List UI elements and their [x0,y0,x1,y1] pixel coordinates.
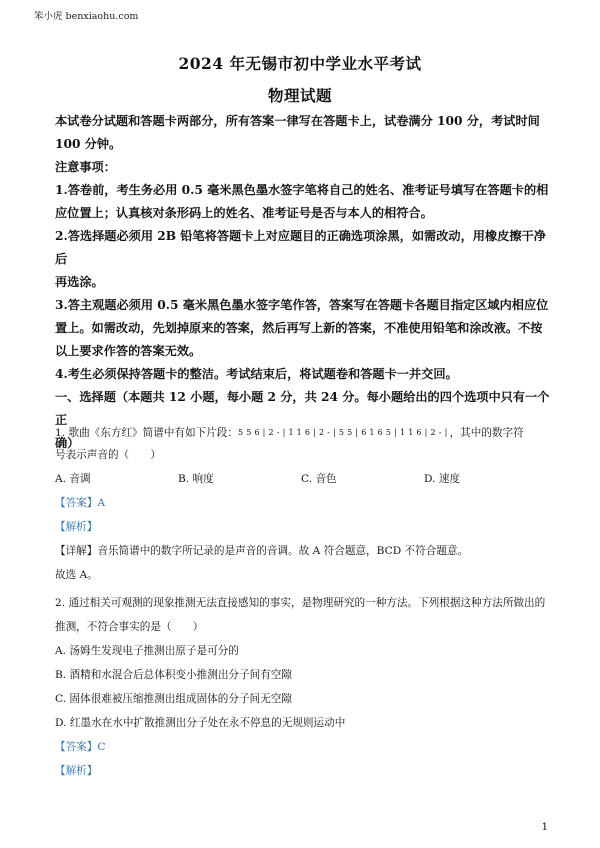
site-header: 笨小虎 benxiaohu.com [34,11,139,22]
notes-heading: 注意事项： [55,160,116,174]
analysis-tag: 【解析】 [55,521,98,533]
intro-line: 100 分钟。 [55,137,122,151]
option-c: C. 固体很难被压缩推测出组成固体的分子间无空隙 [55,693,292,705]
exam-title: 2024 年无锡市初中学业水平考试 [178,54,422,73]
question-1-stem-line2: 号表示声音的（ ） [55,449,161,461]
analysis-tag: 【解析】 [55,765,98,777]
note-line: 置上。如需改动，先划掉原来的答案，然后再写上新的答案，不准使用铅笔和涂改液。不按 [55,321,543,335]
answer-tag: 【答案】C [55,741,106,753]
question-2-stem-line2: 推测，不符合事实的是（ ） [55,621,204,633]
numbered-music-score: 5 5 6 | 2 - | 1 1 6 | 2 - | 5 5 | 6 1 6 5 | 1 1 6 | 2 - | [237,428,448,437]
option-b: B. 酒精和水混合后总体积变小推测出分子间有空隙 [55,669,292,681]
conclusion: 故选 A。 [55,569,98,581]
question-1-stem-prefix: 1. 歌曲《东方红》简谱中有如下片段： [55,427,238,439]
exam-subtitle: 物理试题 [267,86,332,105]
question-1 [55,422,550,586]
section-heading: 确） [55,436,80,450]
option-b: B. 响度 [178,473,214,485]
section-heading: 一、选择题（本题共 12 小题，每小题 2 分，共 24 分。每小题给出的四个选项中只有一个正 [55,390,550,427]
note-line: 再选涂。 [55,275,104,289]
instructions [55,110,550,455]
question-2 [55,592,550,782]
detail-explanation: 【详解】音乐简谱中的数字所记录的是声音的音调。故 A 符合题意，BCD 不符合题意。 [55,545,469,557]
note-line: 1.答卷前，考生务必用 0.5 毫米黑色墨水签字笔将自己的姓名、准考证号填写在答题卡的相 [55,183,549,197]
intro-line: 本试卷分试题和答题卡两部分，所有答案一律写在答题卡上，试卷满分 100 分，考试时间 [55,114,540,128]
answer-tag: 【答案】A [55,497,106,509]
question-1-stem-suffix: ，其中的数字符 [449,427,524,439]
note-line: 应位置上；认真核对条形码上的姓名、准考证号是否与本人的相符合。 [55,206,433,220]
option-d: D. 速度 [424,473,461,485]
note-line: 2.答选择题必须用 2B 铅笔将答题卡上对应题目的正确选项涂黑，如需改动，用橡皮擦干净后 [55,229,546,266]
page-number: 1 [541,822,548,833]
question-2-stem: 2. 通过相关可观测的现象推测无法直接感知的事实，是物理研究的一种方法。下列根据这种方法所做出的 [55,597,546,609]
option-d: D. 红墨水在水中扩散推测出分子处在永不停息的无规则运动中 [55,717,346,729]
option-a: A. 汤姆生发现电子推测出原子是可分的 [55,645,239,657]
note-line: 3.答主观题必须用 0.5 毫米黑色墨水签字笔作答，答案写在答题卡各题目指定区域内相应位 [55,298,549,312]
option-c: C. 音色 [301,473,337,485]
question-1-stem [55,422,550,444]
option-a: A. 音调 [55,473,91,485]
note-line: 4.考生必须保持答题卡的整洁。考试结束后，将试题卷和答题卡一并交回。 [55,367,458,381]
question-1-options [55,468,550,490]
note-line: 以上要求作答的答案无效。 [55,344,202,358]
